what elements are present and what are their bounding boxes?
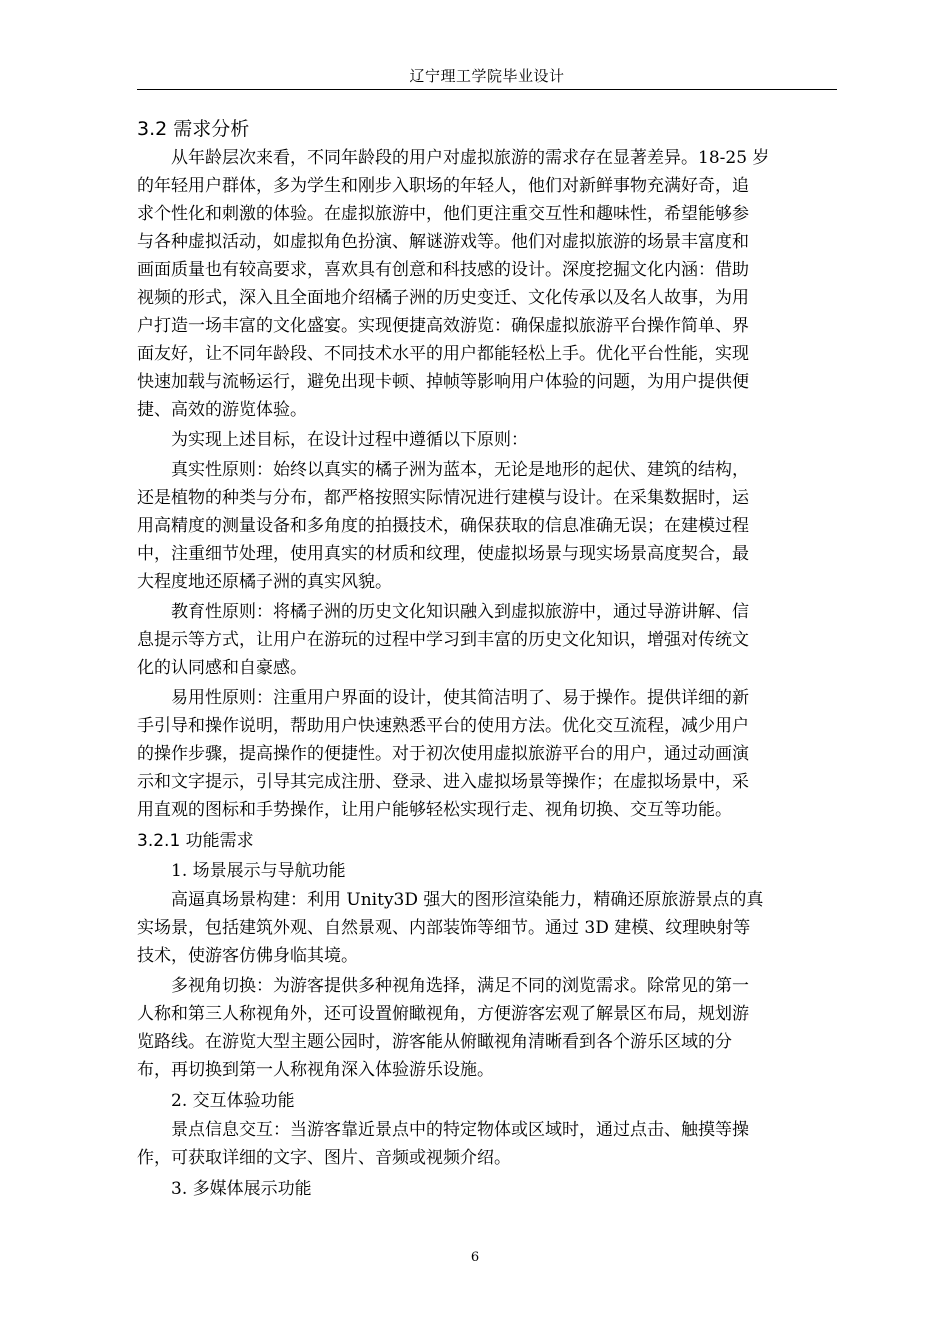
section-paragraph-1 [137, 144, 837, 424]
text-line: 人称和第三人称视角外，还可设置俯瞰视角，方便游客宏观了解景区布局，规划游 [137, 1004, 749, 1024]
text-line: 景点信息交互：当游客靠近景点中的特定物体或区域时，通过点击、触摸等操 [171, 1120, 749, 1140]
text-line: 布，再切换到第一人称视角深入体验游乐设施。 [137, 1060, 494, 1080]
header-rule [137, 89, 837, 90]
item-2-paragraph-1 [137, 1116, 837, 1172]
text-line: 视频的形式，深入且全面地介绍橘子洲的历史变迁、文化传承以及名人故事，为用 [137, 288, 749, 308]
section-heading: 3.2 需求分析 [137, 118, 250, 140]
page-number: 6 [470, 1250, 480, 1265]
text-line: 的年轻用户群体，多为学生和刚步入职场的年轻人，他们对新鲜事物充满好奇，追 [137, 176, 749, 196]
text-line: 用高精度的测量设备和多角度的拍摄技术，确保获取的信息准确无误；在建模过程 [137, 516, 749, 536]
text-line: 技术，使游客仿佛身临其境。 [137, 946, 358, 966]
text-line: 画面质量也有较高要求，喜欢具有创意和科技感的设计。深度挖掘文化内涵：借助 [137, 260, 749, 280]
text-line: 息提示等方式，让用户在游玩的过程中学习到丰富的历史文化知识，增强对传统文 [137, 630, 749, 650]
section-paragraph-4 [137, 598, 837, 682]
text-line: 的操作步骤，提高操作的便捷性。对于初次使用虚拟旅游平台的用户，通过动画演 [137, 744, 749, 764]
subsection-heading: 3.2.1 功能需求 [137, 831, 254, 851]
text-line: 求个性化和刺激的体验。在虚拟旅游中，他们更注重交互性和趣味性，希望能够参 [137, 204, 749, 224]
text-line: 用直观的图标和手势操作，让用户能够轻松实现行走、视角切换、交互等功能。 [137, 800, 732, 820]
text-line: 从年龄层次来看，不同年龄段的用户对虚拟旅游的需求存在显著差异。18-25 岁 [171, 148, 770, 168]
text-line: 户打造一场丰富的文化盛宴。实现便捷高效游览：确保虚拟旅游平台操作简单、界 [137, 316, 749, 336]
item-1-paragraphs [137, 886, 837, 1084]
text-line: 实场景，包括建筑外观、自然景观、内部装饰等细节。通过 3D 建模、纹理映射等 [137, 918, 751, 938]
text-line: 示和文字提示，引导其完成注册、登录、进入虚拟场景等操作；在虚拟场景中，采 [137, 772, 749, 792]
text-line: 真实性原则：始终以真实的橘子洲为蓝本，无论是地形的起伏、建筑的结构， [171, 460, 749, 480]
text-line: 快速加载与流畅运行，避免出现卡顿、掉帧等影响用户体验的问题，为用户提供便 [137, 372, 749, 392]
item-2-paragraphs [137, 1116, 837, 1172]
text-line: 化的认同感和自豪感。 [137, 658, 307, 678]
text-line: 作，可获取详细的文字、图片、音频或视频介绍。 [137, 1148, 511, 1168]
section-paragraph-5 [137, 684, 837, 824]
text-line: 捷、高效的游览体验。 [137, 400, 307, 420]
section-paragraph-3 [137, 456, 837, 596]
text-line: 大程度地还原橘子洲的真实风貌。 [137, 572, 392, 592]
section-paragraph-2 [137, 426, 837, 454]
section-paragraphs [137, 144, 837, 824]
page-header: 辽宁理工学院毕业设计 [409, 67, 565, 85]
item-3-title: 3. 多媒体展示功能 [171, 1179, 312, 1199]
text-line: 中，注重细节处理，使用真实的材质和纹理，使虚拟场景与现实场景高度契合，最 [137, 544, 749, 564]
text-line: 览路线。在游览大型主题公园时，游客能从俯瞰视角清晰看到各个游乐区域的分 [137, 1032, 732, 1052]
text-line: 高逼真场景构建：利用 Unity3D 强大的图形渲染能力，精确还原旅游景点的真 [171, 890, 764, 910]
text-line: 教育性原则：将橘子洲的历史文化知识融入到虚拟旅游中，通过导游讲解、信 [171, 602, 749, 622]
item-1-paragraph-2 [137, 972, 837, 1084]
text-line: 手引导和操作说明，帮助用户快速熟悉平台的使用方法。优化交互流程，减少用户 [137, 716, 749, 736]
text-line: 面友好，让不同年龄段、不同技术水平的用户都能轻松上手。优化平台性能，实现 [137, 344, 749, 364]
item-1-paragraph-1 [137, 886, 837, 970]
text-line: 与各种虚拟活动，如虚拟角色扮演、解谜游戏等。他们对虚拟旅游的场景丰富度和 [137, 232, 749, 252]
item-1-title: 1. 场景展示与导航功能 [171, 861, 346, 881]
text-line: 还是植物的种类与分布，都严格按照实际情况进行建模与设计。在采集数据时，运 [137, 488, 749, 508]
page-body [137, 114, 837, 1204]
text-line: 为实现上述目标，在设计过程中遵循以下原则： [171, 430, 528, 450]
text-line: 多视角切换：为游客提供多种视角选择，满足不同的浏览需求。除常见的第一 [171, 976, 749, 996]
text-line: 易用性原则：注重用户界面的设计，使其简洁明了、易于操作。提供详细的新 [171, 688, 749, 708]
item-2-title: 2. 交互体验功能 [171, 1091, 295, 1111]
